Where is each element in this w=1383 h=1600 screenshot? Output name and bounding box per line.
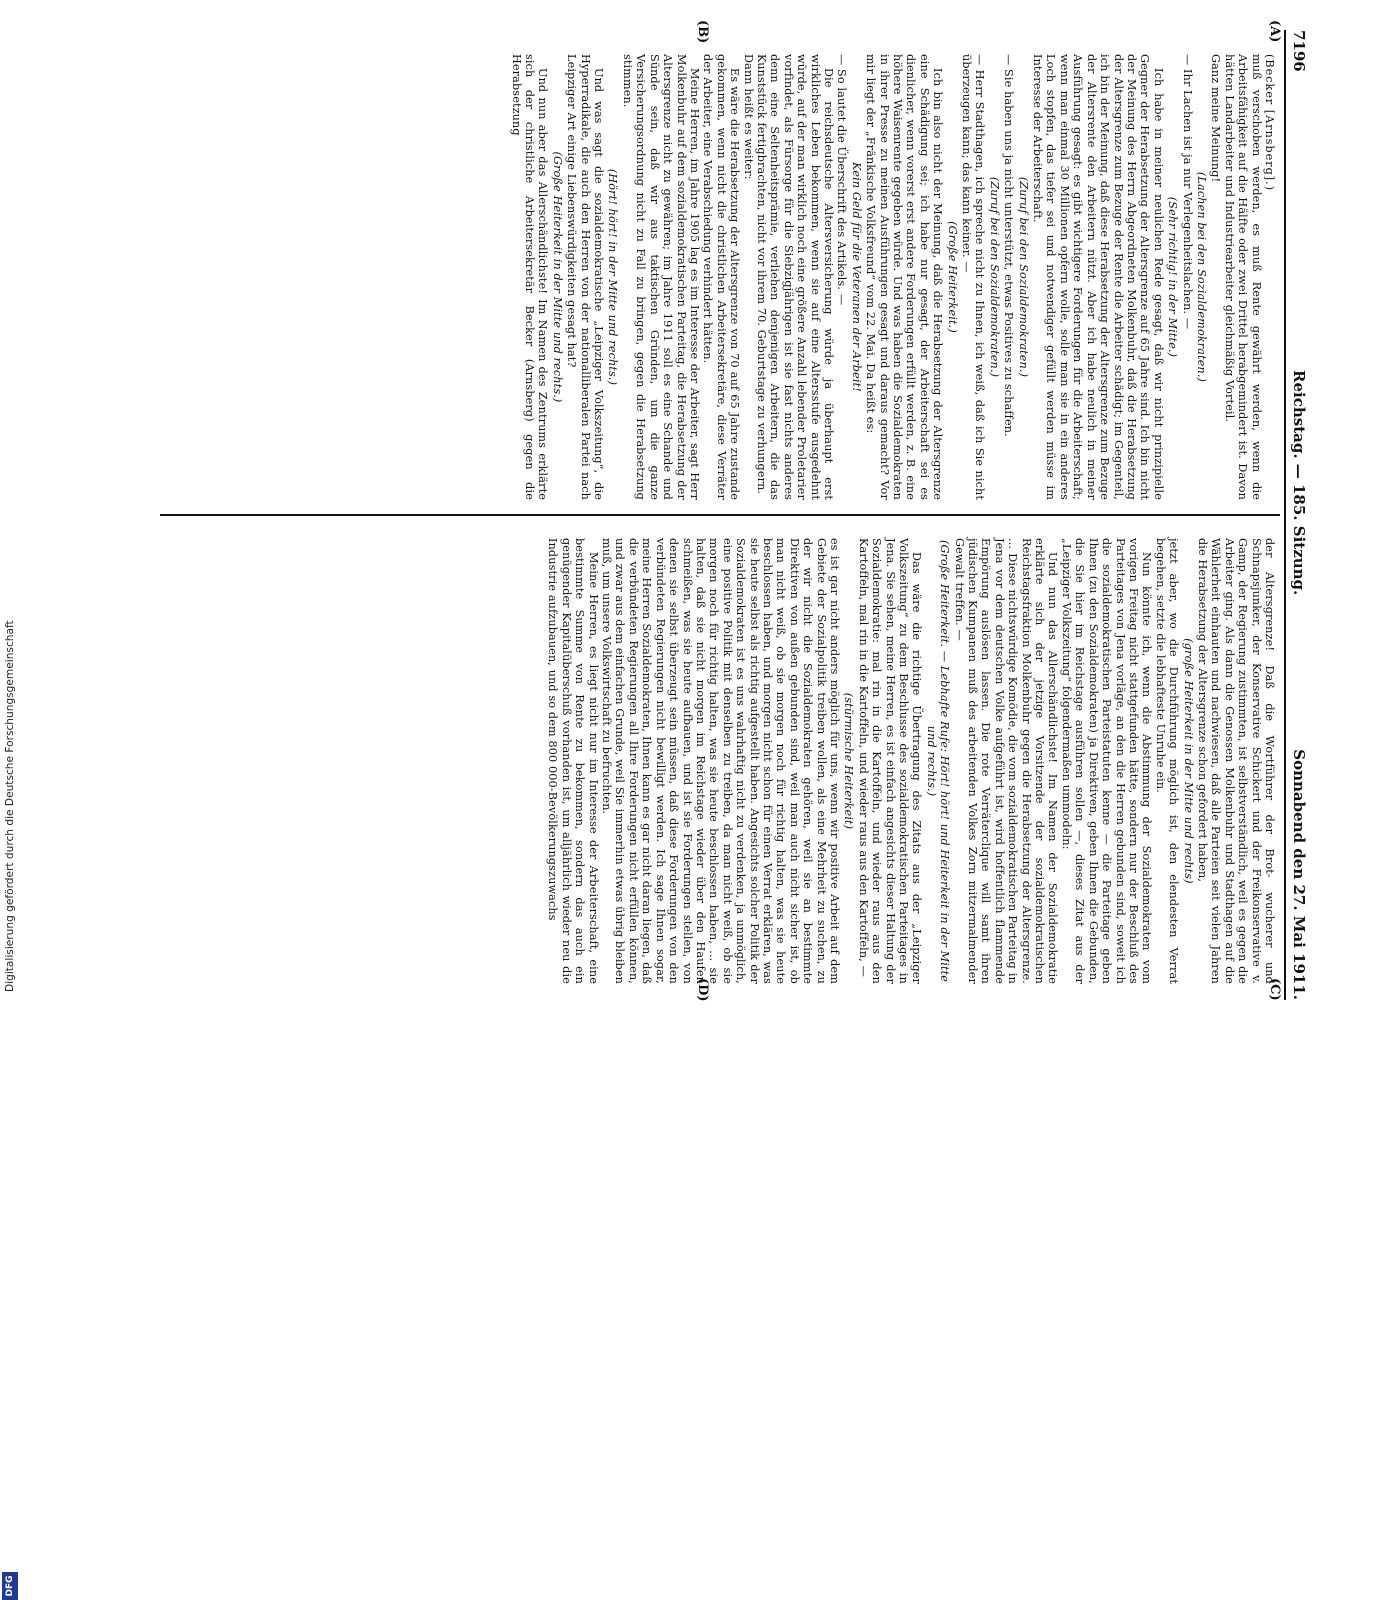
dfg-logo-text: DFG	[5, 1575, 15, 1597]
margin-mark-b: (B)	[695, 20, 710, 44]
paragraph: Das wäre die richtige Übertragung des Zitats aus der „Leipziger Volkszeitung“ zu dem Beschlusse des sozialdemokratischen Parteitages in Jena. Sie sehen, meine Herren, es ist einfach angesichts dieser Haltung der Sozialdemokratie: mal rin in die Kartoffeln, und wieder raus aus den Kartoffeln, mal rin in die Kartoffeln, und wieder raus aus den Kartoffeln, —	[856, 538, 924, 984]
session-date: Sonnabend den 27. Mai 1911.	[1290, 749, 1308, 1000]
margin-mark-a: (A)	[1267, 20, 1282, 43]
paragraph: Dann heißt es weiter:	[741, 54, 755, 180]
reaction: (Zuruf bei den Sozialdemokraten.)	[1016, 176, 1030, 378]
reaction: (Große Heiterkeit in der Mitte und rechts.)	[550, 151, 564, 403]
column-divider	[160, 514, 1280, 516]
reaction: (Sehr richtig! in der Mitte.)	[1166, 196, 1180, 358]
paragraph: Meine Herren, es liegt nicht nur im Interesse der Arbeiterschaft, eine bestimmte Summe von Rente zu bekommen, sondern das auch ein genügender Kapitalüberschuß vorhanden ist, um alljährlich wieder neu die Industrie aufzubauen, und so dem 800 000-Bevölkerungszuwachs	[546, 538, 600, 984]
quotation: Und nun aber das Allerschändlichste! Im Namen des Zentrums erklärte sich der christliche Arbeitersekretär Becker (Arnsberg) gegen die Herabsetzung	[509, 54, 550, 500]
paragraph: — So lautet die Überschrift des Artikels. —	[835, 54, 849, 306]
left-text-column	[509, 54, 1276, 500]
digitization-credit: Digitalisierung gefördert durch die Deutsche Forschungsgemeinschaft	[4, 620, 16, 992]
paragraph: Ich habe in meiner neulichen Rede gesagt, daß wir nicht prinzipielle Gegner der Herabsetzung der Altersgrenze auf 65 Jahre sind. Ich bin nicht der Meinung des Herrn Abgeordneten Molkenbuhr, daß die Herabsetzung der Altersgrenze zum Bezuge der Rente die Arbeiter schädigt; im Gegenteil, ich bin der Meinung, daß diese Herabsetzung der Altersgrenze zum Bezuge der Altersrente den Arbeitern nützt. Aber ich habe neulich in meiner Ausführung gesagt: es gibt wichtigere Forderungen für die Arbeiterschaft; wenn man einmal 30 Millionen opfern wolle, solle man sie in ein anderes Loch stopfen, das tiefer sei und notwendiger gefüllt werden müsse im Interesse der Arbeiterschaft.	[1031, 54, 1165, 500]
right-text-column	[546, 538, 1276, 984]
margin-mark-c: (C)	[1267, 978, 1282, 1001]
paragraph: Ganz meine Meinung!	[1209, 54, 1223, 183]
paragraph: Und was sagt die sozialdemokratische „Leipziger Volkszeitung“, die Hyperradikale, die auch den Herren von der nationalliberalen Partei nach Leipziger Art einige Liebenswürdigkeiten gesagt hat?	[565, 54, 606, 500]
reaction: (große Heiterkeit in der Mitte und rechts)	[1181, 638, 1195, 884]
paragraph: — Herr Stadthagen, ich spreche nicht zu Ihnen, ich weiß, daß ich Sie nicht überzeugen kann; das kann keiner. —	[960, 54, 987, 500]
paragraph: es ist gar nicht anders möglich für uns, wenn wir positive Arbeit auf dem Gebiete der Sozialpolitik treiben wollen, als eine Mehrheit zu suchen, zu der wir nicht die Sozialdemokraten gehören, weil sie an bestimmte Direktiven von außen gebunden sind, weil man auch nicht sicher ist, ob man nicht weiß, ob sie morgen noch für richtig halten, was sie heute beschlossen haben, und morgen nicht schon für einen Verrat erklären, was sie heute selbst als richtig aufgestellt haben. Angesichts solcher Politik der Sozialdemokraten ist es uns wahrhaftig nicht zu verdenken, ja unmöglich, eine positive Politik mit denselben zu treiben, da man nicht weiß, ob sie morgen noch für richtig halten, was sie heute beschlossen haben, ... sie halten, daß sie nicht morgen im Reichstage wieder über den Haufen schmeißen, was sie heute aufbauen, und ist sie Forderungen stellen, von denen sie selbst überzeugt sein müssen, daß diese Forderungen von den verbündeten Regierungen nicht bewilligt werden. Ich sage Ihnen sogar, meine Herren Sozialdemokraten, Ihnen kann es gar nicht daran liegen, daß die verbündeten Regierungen all Ihre Forderungen nicht erfüllen können, und zwar aus dem einfachen Grunde, weil Sie immerhin etwas übrig bleiben muß, um unsere Volkswirtschaft zu befruchten.	[600, 538, 841, 984]
dfg-logo	[2, 1572, 18, 1600]
running-head	[1288, 30, 1310, 1000]
quotation: der Altersgrenze! Daß die Wortführer der Brot- wucherer und Schnapsjunker, der Konservative Schickert und der Freikonservative v. Gamp, der Regierung zustimmten, ist selbstverständlich, weil es gegen die Arbeiter ging. Als dann die Genossen Molkenbuhr und Stadthagen auf die Wählerheit einhauten und nachwiesen, daß alle Parteien seit vielen Jahren die Herabsetzung der Altersgrenze schon gefordert haben,	[1195, 538, 1276, 984]
paragraph: Nun könnte ich, wenn die Abstimmung der Sozialdemokraten vom vorigen Freitag nicht stattgefunden hätte, sondern nur der Beschluß des Parteitages von Jena vorläge, an den die Herren gebunden sind, soweit ich die sozialdemokratischen Parteistatuten kenne — die Parteitage geben Ihnen (zu den Sozialdemokraten) ja Direktiven, geben Ihnen die Gebunden, die Sie hier im Reichstage ausführen sollen —, dieses Zitat aus der „Leipziger Volkszeitung“ folgendermaßen ummodeln:	[1059, 538, 1154, 984]
reaction: (Hört! hört! in der Mitte und rechts.)	[606, 168, 620, 386]
quoted-headline: Kein Geld für die Veteranen der Arbeit!	[849, 162, 863, 392]
paragraph: muß verschoben werden, es muß Rente gewährt werden, wenn die Arbeitsfähigkeit auf die Hälfte oder zwei Drittel herabgemindert ist. Davon hätten Landarbeiter und Industriearbeiter gleichmäßig Vorteil.	[1222, 54, 1263, 500]
reaction: (stürmische Heiterkeit)	[842, 692, 856, 830]
rotated-document-page	[70, 20, 1310, 1002]
paragraph: — Ihr Lachen ist ja nur Verlegenheitslachen. —	[1180, 54, 1194, 330]
margin-mark-d: (D)	[695, 978, 710, 1002]
paragraph: Ich bin also nicht der Meinung, daß die Herabsetzung der Altersgrenze eine Schädigung sei; ich habe nur gesagt, der Arbeiterschaft sei es dienlicher, wenn vorerst erst andere Forderungen erfüllt werden, z. B. eine höhere Waisenrente gegeben würde. Und was haben die Sozialdemokraten in ihrer Presse zu meinen Ausführungen gesagt und daraus gemacht? Vor mir liegt der „Fränkische Volksfreund“ vom 22. Mai. Da heißt es:	[864, 54, 945, 500]
reaction: (Große Heiterkeit.)	[945, 221, 959, 333]
reaction: (Große Heiterkeit. — Lebhafte Rufe: Hört! hört! und Heiterkeit in der Mitte und rechts.)	[924, 539, 952, 983]
reaction: (Lachen bei den Sozialdemokraten.)	[1194, 171, 1208, 383]
quotation: Es wäre die Herabsetzung der Altersgrenze von 70 auf 65 Jahre zustande gekommen, wenn nicht die christlichen Arbeitersekretäre, diese Verräter der Arbeiter, eine Verabschiedung verhindert hätten.	[701, 54, 742, 500]
quotation: Die reichsdeutsche Altersversicherung würde ja überhaupt erst wirkliches Leben bekommen, wenn sie auf eine Altersstufe ausgedehnt würde, auf der man wirklich noch eine größere Anzahl lebender Proletarier vorfindet, als Fürsorge für die Siebzigjährigen ist sie fast nichts anderes denn eine Seltenheitsprämie, verliehen denjenigen Arbeitern, die das Kunststück fertigbrachten, nicht vor ihrem 70. Geburtstage zu verhungern.	[754, 54, 835, 500]
digitization-credit-bar	[0, 606, 20, 1597]
quotation: jetzt aber, wo die Durchführung möglich ist, den elendesten Verrat begehen, setzte die lebhafteste Unruhe ein.	[1153, 538, 1181, 984]
reaction: (Zuruf bei den Sozialdemokraten.)	[987, 176, 1001, 378]
page-number: 7196	[1290, 30, 1308, 72]
session-title: Reichstag. — 185. Sitzung.	[1290, 370, 1308, 596]
paragraph: Meine Herren, im Jahre 1905 lag es im Interesse der Arbeiter, sagt Herr Molkenbuhr auf dem sozialdemokratischen Parteitag, die Herabsetzung der Altersgrenze nicht zu gewähren; im Jahre 1911 soll es eine Schande und Sünde sein, daß wir aus taktischen Gründen, um die ganze Versicherungsordnung nicht zu Fall zu bringen, gegen die Herabsetzung stimmen.	[620, 54, 701, 500]
header-rule	[1284, 30, 1286, 1000]
speaker-attribution: (Becker [Arnsberg].)	[1263, 54, 1276, 192]
quotation: Und nun das Allerschändlichste! Im Namen der Sozialdemokratie erklärte sich der jetzige Vorsitzende der sozialdemokratischen Reichstagsfraktion Molkenbuhr gegen die Herabsetzung der Altersgrenze. ... Diese nichtswürdige Komödie, die vom sozialdemokratischen Parteitag in Jena vor dem deutschen Volke aufgeführt ist, wird hoffentlich flammende Empörung auslösen lassen. Die rote Verräterclique will samt ihren jüdischen Kumpanen muß des arbeitenden Volkes Zorn mitzermalmender Gewalt treffen. —	[952, 538, 1060, 984]
paragraph: — Sie haben uns ja nicht unterstützt, etwas Positives zu schaffen.	[1002, 54, 1016, 437]
